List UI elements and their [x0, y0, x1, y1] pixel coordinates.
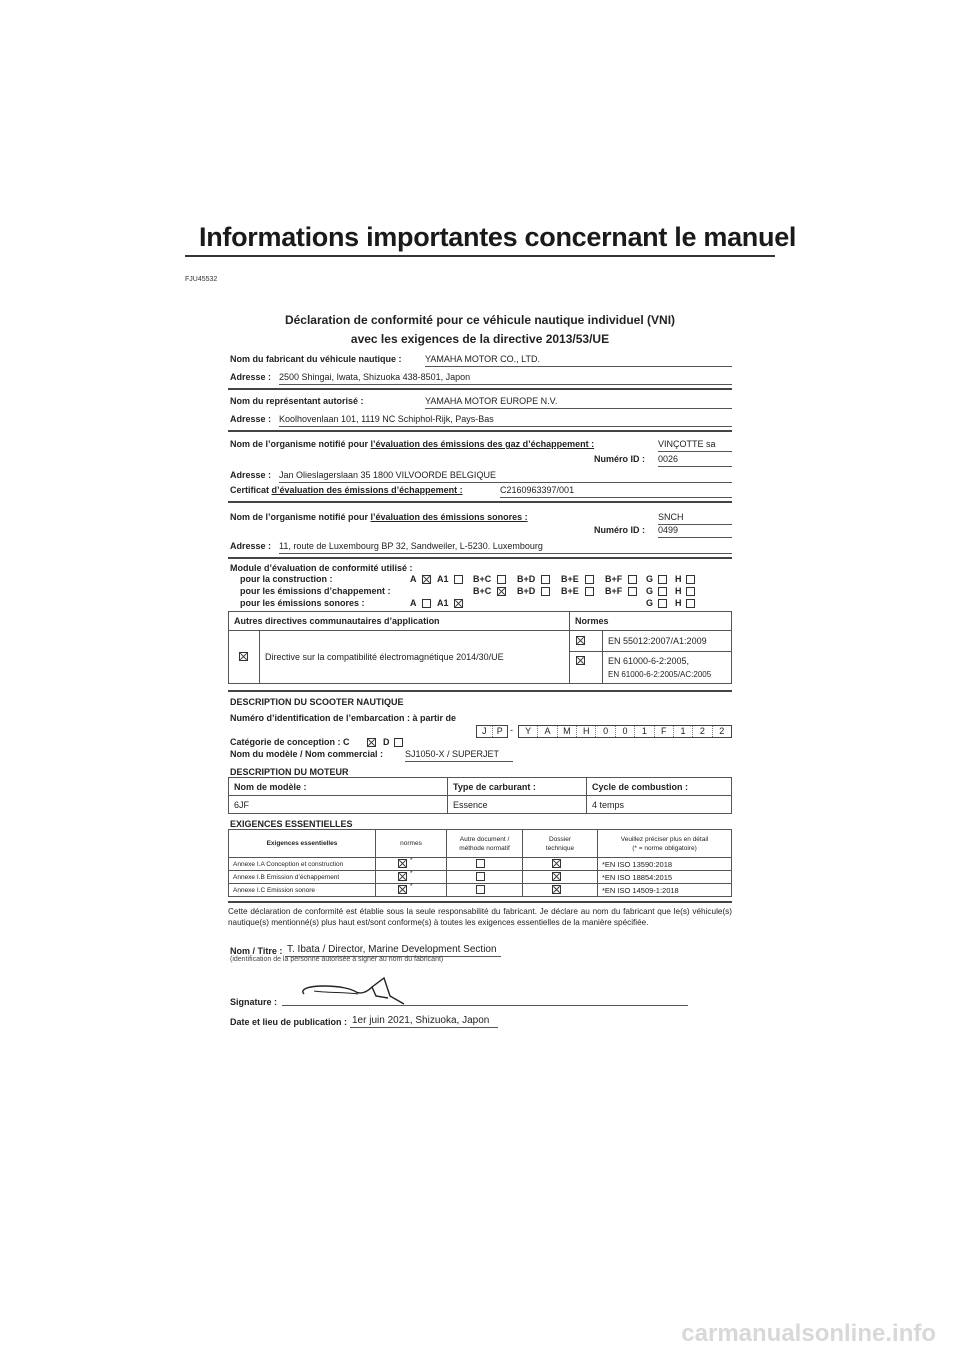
module-option-code: H	[675, 574, 682, 584]
manufacturer-name: YAMAHA MOTOR CO., LTD.	[425, 354, 541, 364]
req-header-norms: normes	[376, 830, 447, 858]
engine-table	[228, 777, 732, 814]
representative-label: Nom du représentant autorisé :	[230, 396, 364, 406]
module-checkbox-checked[interactable]	[454, 599, 463, 608]
req-dossier-checkbox[interactable]	[552, 859, 561, 868]
module-checkbox[interactable]	[686, 575, 695, 584]
req-norms-checkbox[interactable]	[398, 885, 407, 894]
engine-fuel: Essence	[448, 796, 587, 814]
representative-name: YAMAHA MOTOR EUROPE N.V.	[425, 396, 558, 406]
other-directives-table	[228, 611, 732, 684]
module-option-code: G	[646, 574, 654, 584]
sound-body-label: Nom de l’organisme notifié pour l’évaluation des émissions sonores :	[230, 512, 528, 522]
module-option-code: B+D	[517, 574, 536, 584]
module-option-code: B+C	[473, 574, 492, 584]
model-label: Nom du modèle / Nom commercial :	[230, 749, 384, 759]
norm2-line2: EN 61000-6-2:2005/AC:2005	[608, 669, 712, 679]
manufacturer-address: 2500 Shingai, Iwata, Shizuoka 438-8501, Japon	[279, 372, 471, 382]
module-row-construction-label: pour la construction :	[240, 574, 333, 584]
representative-address: Koolhovenlaan 101, 1119 NC Schiphol-Rijk, Pays-Bas	[279, 414, 494, 424]
module-option-code: G	[646, 598, 654, 608]
engine-header-model: Nom de modèle :	[229, 778, 448, 796]
module-checkbox[interactable]	[585, 575, 594, 584]
norm2-checkbox[interactable]	[576, 656, 585, 665]
req-row-detail: *EN ISO 14509-1:2018	[598, 884, 732, 897]
module-option-code: B+E	[561, 586, 579, 596]
exhaust-address-label: Adresse :	[230, 470, 272, 480]
title-rule	[185, 255, 775, 257]
module-checkbox-checked[interactable]	[497, 587, 506, 596]
module-option-code: H	[675, 598, 682, 608]
module-option-code: B+F	[605, 574, 623, 584]
module-row-sound-label: pour les émissions sonores :	[240, 598, 365, 608]
req-row-name: Annexe I.B Emission d’échappement	[229, 871, 376, 884]
norm1: EN 55012:2007/A1:2009	[603, 631, 732, 652]
declaration-title-line1: Déclaration de conformité pour ce véhicule nautique individuel (VNI)	[284, 313, 676, 327]
engine-section-title: DESCRIPTION DU MOTEUR	[230, 767, 349, 777]
module-option-code: A1	[437, 598, 449, 608]
module-row-exhaust-label: pour les émissions d’chappement :	[240, 586, 391, 596]
exhaust-id-label: Numéro ID :	[594, 454, 646, 464]
module-checkbox[interactable]	[628, 587, 637, 596]
certificate-label: Certificat d’évaluation des émissions d’échappement :	[230, 485, 463, 495]
hin-separator: -	[510, 725, 513, 735]
module-checkbox[interactable]	[454, 575, 463, 584]
directive-text: Directive sur la compatibilité électromagnétique 2014/30/UE	[259, 631, 504, 683]
module-checkbox[interactable]	[541, 587, 550, 596]
conformity-statement: Cette déclaration de conformité est établie sous la seule responsabilité du fabricant. Je déclare au nom du fabricant que le(s) véhicule(s) nautique(s) mentionné(s) plus haut est/sont conforme(s) à toutes les exigences essentielles de la manière spécifiée.	[228, 907, 732, 927]
req-row-name: Annexe I.A Conception et construction	[229, 858, 376, 871]
date-label: Date et lieu de publication :	[230, 1017, 348, 1027]
model-name: SJ1050-X / SUPERJET	[405, 749, 500, 759]
engine-model: 6JF	[229, 796, 448, 814]
sound-address-label: Adresse :	[230, 541, 272, 551]
module-checkbox[interactable]	[658, 599, 667, 608]
hin-label: Numéro d’identification de l’embarcation : à partir de	[230, 713, 457, 723]
module-option-code: B+E	[561, 574, 579, 584]
site-watermark: carmanualsonline.info	[681, 1320, 936, 1347]
req-dossier-checkbox[interactable]	[552, 885, 561, 894]
module-option-code: B+C	[473, 586, 492, 596]
declaration-title-line2: avec les exigences de la directive 2013/53/UE	[350, 332, 610, 346]
signatory-label: Nom / Titre :	[230, 946, 283, 956]
req-row-detail: *EN ISO 18854:2015	[598, 871, 732, 884]
module-checkbox[interactable]	[422, 599, 431, 608]
module-option-code: A	[410, 574, 417, 584]
module-checkbox[interactable]	[628, 575, 637, 584]
scooter-section-title: DESCRIPTION DU SCOOTER NAUTIQUE	[230, 697, 404, 707]
manufacturer-address-label: Adresse :	[230, 372, 272, 382]
engine-cycle: 4 temps	[587, 796, 732, 814]
signature-image	[296, 972, 416, 1008]
requirements-section-title: EXIGENCES ESSENTIELLES	[230, 819, 353, 829]
req-header-dossier: Dossier technique	[523, 830, 598, 858]
req-norms-checkbox[interactable]	[398, 872, 407, 881]
signatory-name: T. Ibata / Director, Marine Development Section	[287, 944, 497, 955]
module-option-code: A1	[437, 574, 449, 584]
exhaust-body-label: Nom de l’organisme notifié pour l’évaluation des émissions des gaz d’échappement :	[230, 439, 595, 449]
representative-address-label: Adresse :	[230, 414, 272, 424]
engine-header-cycle: Cycle de combustion :	[587, 778, 732, 796]
module-checkbox-checked[interactable]	[422, 575, 431, 584]
sound-id: 0499	[658, 525, 679, 535]
publication-date: 1er juin 2021, Shizuoka, Japon	[352, 1015, 490, 1026]
exhaust-body-name: VINÇOTTE sa	[658, 439, 716, 449]
doc-code: FJU45532	[185, 276, 218, 283]
module-option-code: H	[675, 586, 682, 596]
directives-header: Autres directives communautaires d’application	[229, 612, 570, 631]
module-checkbox[interactable]	[658, 587, 667, 596]
req-other-checkbox[interactable]	[476, 885, 485, 894]
engine-header-fuel: Type de carburant :	[448, 778, 587, 796]
sound-id-label: Numéro ID :	[594, 525, 646, 535]
directive-checkbox[interactable]	[239, 652, 248, 661]
req-other-checkbox[interactable]	[476, 872, 485, 881]
req-header-detail: Veuillez préciser plus en détail (* = norme obligatoire)	[598, 830, 732, 858]
category-d-label: D	[383, 737, 390, 747]
hin-prefix-box: J P	[476, 725, 508, 738]
signature-label: Signature :	[230, 997, 278, 1007]
category-d-checkbox[interactable]	[394, 738, 403, 747]
norms-header: Normes	[570, 612, 732, 631]
exhaust-address: Jan Olieslagerslaan 35 1800 VILVOORDE BELGIQUE	[279, 470, 496, 480]
norm1-checkbox[interactable]	[576, 636, 585, 645]
module-option-code: B+D	[517, 586, 536, 596]
certificate-number: C2160963397/001	[500, 485, 575, 495]
page-title: Informations importantes concernant le manuel	[199, 222, 797, 252]
module-checkbox[interactable]	[541, 575, 550, 584]
module-checkbox[interactable]	[686, 587, 695, 596]
module-title: Module d’évaluation de conformité utilisé :	[230, 563, 413, 573]
req-row-name: Annexe I.C Emission sonore	[229, 884, 376, 897]
req-header-other: Autre document / méthode normatif	[447, 830, 523, 858]
module-option-code: G	[646, 586, 654, 596]
req-dossier-checkbox[interactable]	[552, 872, 561, 881]
module-checkbox[interactable]	[658, 575, 667, 584]
norm2-line1: EN 61000-6-2:2005,	[608, 655, 690, 666]
module-checkbox[interactable]	[497, 575, 506, 584]
requirements-table: Exigences essentielles normes Autre document / méthode normatif Dossier technique Veuillez préciser plus en détail (* = norme obligatoire) Annexe I.A Conception et construction * *EN ISO 13590:2018 Annexe I.B Emission d’échappement * *EN ISO 18854:2015 Annexe I.C Emission sonore * *EN ISO 14509-1:2018	[228, 829, 732, 897]
sound-body-name: SNCH	[658, 512, 684, 522]
hin-body-box: Y A M H 0 0 1 F 1 2 2	[518, 725, 732, 738]
exhaust-id: 0026	[658, 454, 679, 464]
module-option-code: A	[410, 598, 417, 608]
manufacturer-label: Nom du fabricant du véhicule nautique :	[230, 354, 402, 364]
req-other-checkbox[interactable]	[476, 859, 485, 868]
module-option-code: B+F	[605, 586, 623, 596]
req-norms-checkbox[interactable]	[398, 859, 407, 868]
category-label: Catégorie de conception : C	[230, 737, 350, 747]
module-checkbox[interactable]	[585, 587, 594, 596]
signatory-note: (identification de la personne autorisée à signer au nom du fabricant)	[230, 956, 444, 963]
sound-address: 11, route de Luxembourg BP 32, Sandweiler, L-5230. Luxembourg	[279, 541, 543, 551]
module-checkbox[interactable]	[686, 599, 695, 608]
category-c-checkbox[interactable]	[367, 738, 376, 747]
req-row-detail: *EN ISO 13590:2018	[598, 858, 732, 871]
req-header-name: Exigences essentielles	[229, 830, 376, 858]
